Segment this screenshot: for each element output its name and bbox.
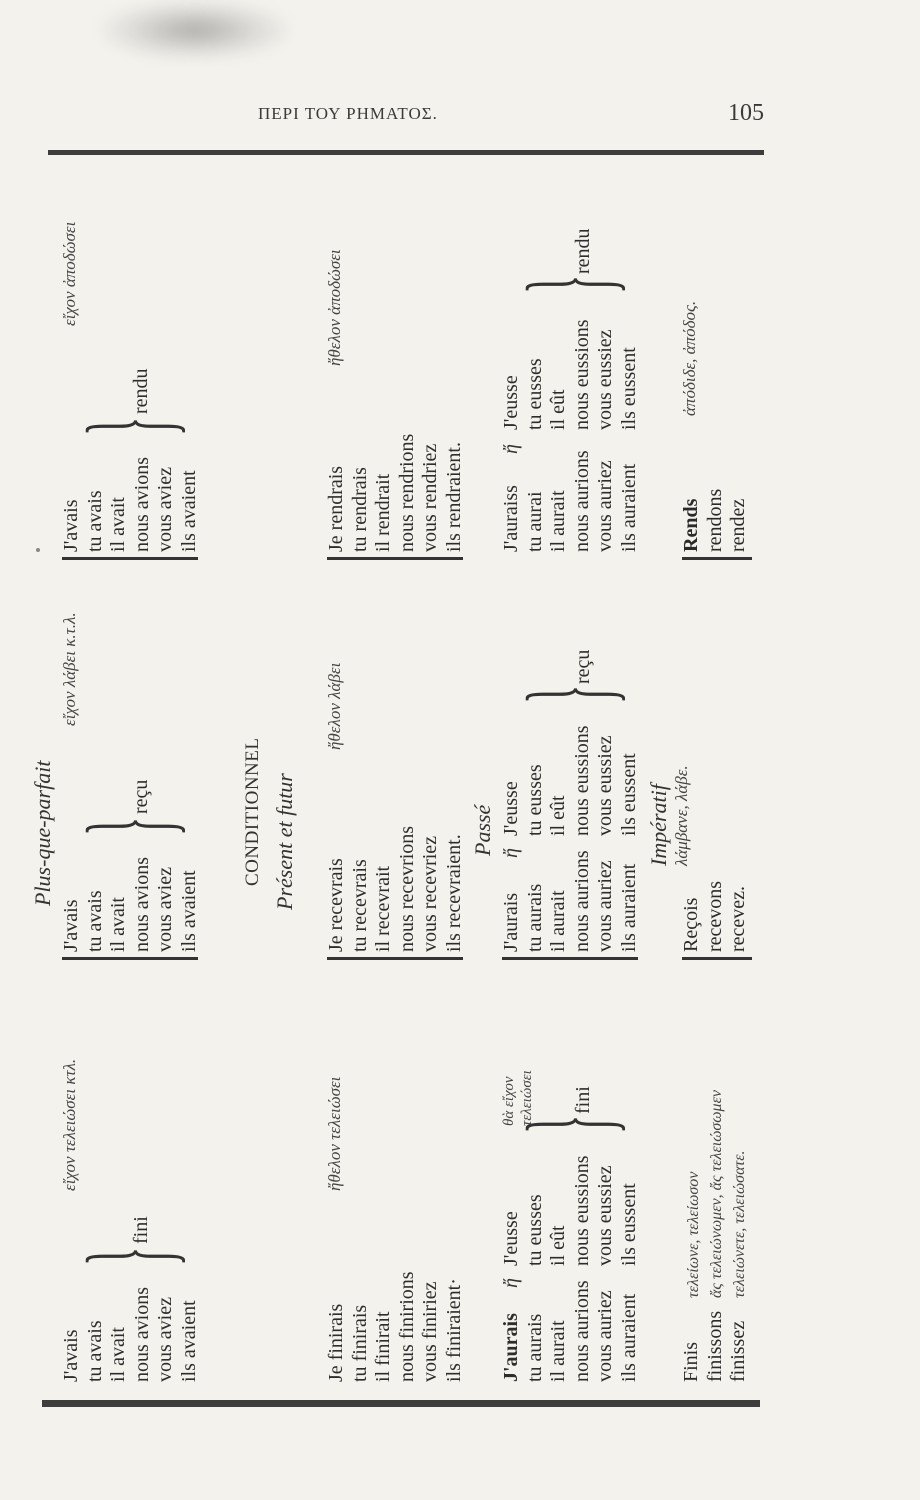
line: J'avais	[60, 499, 82, 552]
vertical-bar	[682, 557, 752, 560]
rendre-cond-present-block	[325, 434, 466, 552]
line: nous avions	[130, 457, 153, 552]
line: il rendrait	[372, 473, 394, 552]
greek-gloss: εἴχον λάβει κ.τ.λ.	[60, 612, 79, 726]
line: nous eussions	[570, 1155, 593, 1266]
line: il avait	[107, 497, 129, 552]
line: ils rendraient.	[442, 442, 465, 552]
vertical-bar	[327, 957, 463, 960]
line: il aurait	[547, 890, 569, 952]
participle: fini	[130, 1216, 152, 1244]
vertical-bar	[62, 557, 198, 560]
line: il aurait	[547, 1320, 569, 1382]
line: ils eussent	[617, 1183, 640, 1266]
line: vous eussiez	[594, 1165, 616, 1266]
line: il aurait	[547, 490, 569, 552]
recevoir-eusse-block	[500, 725, 641, 836]
line: tu finirais	[348, 1304, 371, 1382]
finir-cond-passe-block	[500, 1280, 641, 1382]
eta-conjunction: ἤ	[500, 444, 522, 454]
line: ils auraient	[617, 1293, 640, 1382]
finir-imperatif-block	[680, 1311, 751, 1382]
vertical-bar	[62, 957, 198, 960]
line: Rends	[680, 498, 702, 552]
eta-conjunction: ἤ	[500, 1278, 522, 1288]
heading-conditionnel: CONDITIONNEL	[242, 737, 263, 886]
vertical-bar	[327, 557, 463, 560]
line: J'aurais	[500, 892, 522, 952]
line: il eût	[547, 389, 569, 430]
greek-gloss: λάμβανε, λάβε.	[672, 765, 691, 866]
finir-pqp-block	[60, 1287, 201, 1382]
greek-gloss: ἤθελον ἀποδώσει	[325, 249, 344, 366]
line: ils finiraient·	[442, 1278, 465, 1382]
line: tu avais	[83, 1320, 106, 1382]
scan-smudge	[100, 0, 290, 60]
line: nous avions	[130, 1287, 153, 1382]
greek-gloss: εἴχον τελειώσει κτλ.	[60, 1058, 79, 1191]
line: vous auriez	[594, 860, 616, 952]
greek-gloss: ἀπόδιδε, ἀπόδος.	[680, 300, 699, 416]
line: Je rendrais	[325, 465, 347, 552]
recevoir-imperatif-block	[680, 881, 751, 952]
line: nous recevrions	[395, 825, 418, 952]
line: ils eussent	[617, 347, 640, 430]
rendre-pqp-block	[60, 457, 201, 552]
brace: }	[61, 816, 196, 836]
eta-conjunction: ἤ	[500, 848, 522, 858]
line: tu avais	[83, 890, 106, 952]
line: il avait	[107, 897, 129, 952]
line: Reçois	[680, 897, 702, 952]
participle: fini	[572, 1086, 594, 1114]
participle: reçu	[572, 649, 594, 684]
finir-cond-present-block	[325, 1271, 466, 1382]
line: ils avaient	[177, 870, 200, 952]
heading-imperatif: Impératif	[646, 784, 671, 866]
rendre-imperatif-block	[680, 489, 751, 552]
brace: }	[61, 416, 196, 436]
line: nous avions	[130, 857, 153, 952]
line: vous auriez	[594, 1290, 616, 1382]
participle: reçu	[130, 779, 152, 814]
line: il finirait	[372, 1311, 394, 1382]
line: nous aurions	[570, 850, 593, 952]
line: J'auraiss	[500, 485, 522, 552]
recevoir-pqp-block	[60, 857, 201, 952]
line: tu rendrais	[348, 467, 371, 552]
greek-gloss: ἤθελον λάβει	[325, 662, 344, 750]
recevoir-cond-passe-block	[500, 850, 641, 952]
vertical-bar	[502, 957, 638, 960]
column-finir	[60, 1036, 760, 1396]
line: tu aurai	[523, 491, 546, 552]
column-recevoir	[30, 606, 760, 966]
line: tu eusses	[523, 1194, 546, 1266]
line: il eût	[547, 795, 569, 836]
line: vous rendriez	[419, 443, 441, 552]
line: J'avais	[60, 899, 82, 952]
line: ils auraient	[617, 463, 640, 552]
greek-gloss: εἴχον ἀποδώσει	[60, 221, 79, 326]
heading-plusqueparfait: Plus-que-parfait	[30, 760, 55, 906]
line: vous eussiez	[594, 329, 616, 430]
line: J'aurais	[500, 1313, 522, 1382]
brace: }	[501, 274, 636, 294]
vertical-bar	[682, 957, 752, 960]
line: finissons	[703, 1310, 726, 1382]
participle: rendu	[130, 368, 152, 414]
page-number: 105	[728, 100, 764, 126]
line: J'eusse	[500, 1211, 522, 1266]
line: il avait	[107, 1327, 129, 1382]
scan-speck	[36, 548, 40, 552]
greek-gloss: ἤθελον τελειώσει	[325, 1076, 344, 1191]
line: ils avaient	[177, 1300, 200, 1382]
bottom-rule	[42, 1400, 760, 1407]
line: il recevrait	[372, 865, 394, 952]
participle: rendu	[572, 228, 594, 274]
rendre-cond-passe-block	[500, 450, 641, 552]
line: J'avais	[60, 1329, 82, 1382]
line: tu eusses	[523, 358, 546, 430]
greek-gloss: ἄς τελειώνωμεν, ἄς τελειώσωμεν	[708, 1090, 725, 1298]
line: Je finirais	[325, 1303, 347, 1382]
running-head	[0, 100, 920, 134]
line: tu aurais	[523, 1313, 546, 1382]
column-rendre	[60, 206, 760, 566]
line: nous eussions	[570, 725, 593, 836]
line: J'eusse	[500, 375, 522, 430]
line: J'eusse	[500, 781, 522, 836]
running-title: ΠΕΡΙ ΤΟΥ ΡΗΜΑΤΟΣ.	[258, 104, 438, 123]
line: tu eusses	[523, 764, 546, 836]
line: vous aviez	[154, 467, 176, 552]
rotated-conjugation-table	[30, 156, 760, 1396]
line: nous eussions	[570, 319, 593, 430]
line: recevez.	[727, 885, 749, 952]
line: nous rendrions	[395, 433, 418, 552]
line: Je recevrais	[325, 858, 347, 952]
line: ils recevraient.	[442, 834, 465, 952]
finir-eusse-block	[500, 1155, 641, 1266]
line: vous aviez	[154, 867, 176, 952]
line: nous aurions	[570, 450, 593, 552]
line: ils avaient	[177, 470, 200, 552]
line: vous finiriez	[419, 1281, 441, 1382]
brace: }	[501, 684, 636, 704]
line: rendez	[727, 498, 749, 552]
line: ils auraient	[617, 863, 640, 952]
line: il eût	[547, 1225, 569, 1266]
greek-gloss: τελειώνετε, τελειώσατε.	[731, 1150, 748, 1298]
line: vous recevriez	[419, 835, 441, 952]
line: nous finirions	[395, 1271, 418, 1382]
line: vous aviez	[154, 1297, 176, 1382]
line: vous auriez	[594, 460, 616, 552]
line: recevons	[703, 880, 726, 952]
recevoir-cond-present-block	[325, 826, 466, 952]
greek-gloss: τελείωνε, τελείωσον	[685, 1171, 702, 1298]
line: vous eussiez	[594, 735, 616, 836]
line: rendons	[703, 488, 726, 552]
line: nous aurions	[570, 1280, 593, 1382]
brace: }	[61, 1246, 196, 1266]
heading-passe: Passé	[470, 804, 495, 856]
line: Finis	[680, 1341, 702, 1382]
brace: }	[501, 1114, 636, 1134]
line: ils eussent	[617, 753, 640, 836]
line: tu avais	[83, 490, 106, 552]
line: tu aurais	[523, 883, 546, 952]
greek-gloss: θὰ εἴχον τελειώσει	[501, 1070, 535, 1126]
top-rule	[48, 150, 764, 155]
rendre-eusse-block	[500, 319, 641, 430]
line: finissez	[727, 1320, 749, 1382]
heading-present-futur: Présent et futur	[272, 773, 297, 910]
line: tu recevrais	[348, 859, 371, 952]
